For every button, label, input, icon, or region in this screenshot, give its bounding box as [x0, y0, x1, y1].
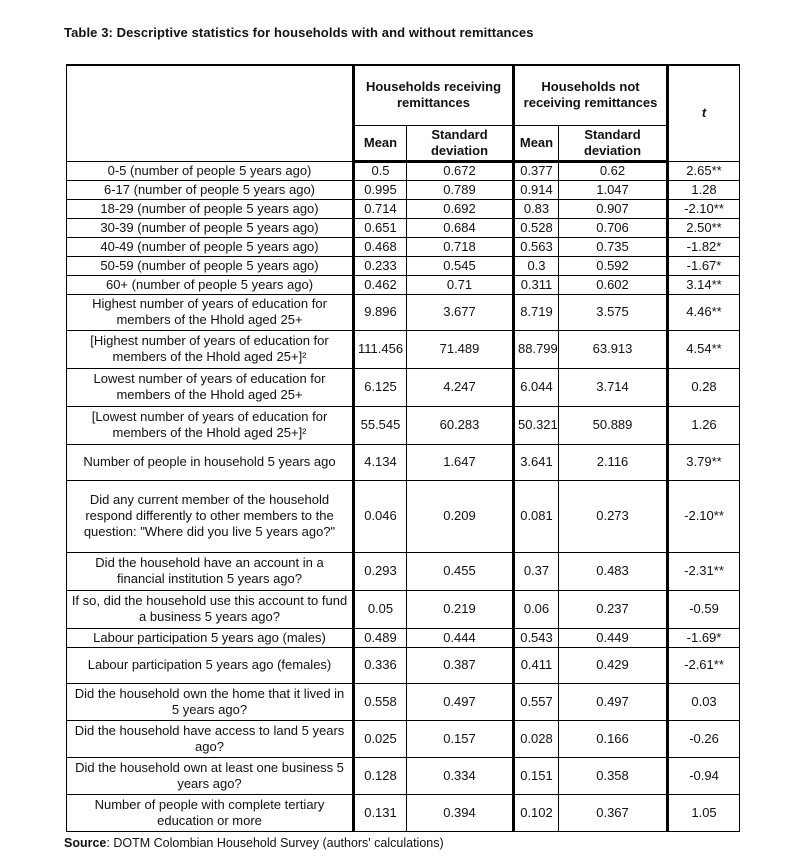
table-row [67, 199, 740, 218]
header-mean-not-receiving: Mean [514, 125, 559, 161]
mean-receiving: 9.896 [354, 294, 407, 330]
row-label: 18-29 (number of people 5 years ago) [67, 199, 354, 218]
mean-receiving: 0.128 [354, 757, 407, 794]
table-row [67, 794, 740, 831]
t-statistic: 0.03 [668, 683, 740, 720]
mean-not-receiving: 0.06 [514, 590, 559, 628]
row-label: Number of people with complete tertiary education or more [67, 794, 354, 831]
sd-receiving: 60.283 [407, 406, 514, 444]
sd-receiving: 0.219 [407, 590, 514, 628]
t-statistic: -2.10** [668, 199, 740, 218]
mean-not-receiving: 8.719 [514, 294, 559, 330]
sd-not-receiving: 0.367 [559, 794, 668, 831]
table-row [67, 480, 740, 552]
sd-receiving: 0.497 [407, 683, 514, 720]
sd-not-receiving: 0.735 [559, 237, 668, 256]
source-note [64, 836, 444, 850]
header-sd-not-receiving: Standard deviation [559, 125, 668, 161]
mean-not-receiving: 3.641 [514, 444, 559, 480]
mean-receiving: 111.456 [354, 330, 407, 368]
t-statistic: 0.28 [668, 368, 740, 406]
t-statistic: 4.54** [668, 330, 740, 368]
sd-not-receiving: 0.237 [559, 590, 668, 628]
t-statistic: 1.26 [668, 406, 740, 444]
sd-receiving: 0.545 [407, 256, 514, 275]
mean-not-receiving: 0.83 [514, 199, 559, 218]
table-row [67, 294, 740, 330]
sd-receiving: 0.684 [407, 218, 514, 237]
sd-receiving: 0.394 [407, 794, 514, 831]
mean-receiving: 55.545 [354, 406, 407, 444]
mean-receiving: 0.462 [354, 275, 407, 294]
t-statistic: 1.28 [668, 180, 740, 199]
row-label: Labour participation 5 years ago (males) [67, 628, 354, 647]
sd-receiving: 0.157 [407, 720, 514, 757]
table-row [67, 330, 740, 368]
t-statistic: -2.31** [668, 552, 740, 590]
sd-not-receiving: 2.116 [559, 444, 668, 480]
table-row [67, 368, 740, 406]
sd-not-receiving: 0.62 [559, 161, 668, 180]
row-label: Did the household own the home that it lived in 5 years ago? [67, 683, 354, 720]
row-label: Lowest number of years of education for members of the Hhold aged 25+ [67, 368, 354, 406]
mean-receiving: 0.995 [354, 180, 407, 199]
sd-receiving: 0.789 [407, 180, 514, 199]
mean-not-receiving: 0.411 [514, 647, 559, 683]
sd-receiving: 0.71 [407, 275, 514, 294]
t-statistic: -0.94 [668, 757, 740, 794]
row-label: 30-39 (number of people 5 years ago) [67, 218, 354, 237]
mean-receiving: 0.714 [354, 199, 407, 218]
mean-receiving: 0.558 [354, 683, 407, 720]
mean-not-receiving: 0.543 [514, 628, 559, 647]
sd-not-receiving: 0.497 [559, 683, 668, 720]
row-label: Labour participation 5 years ago (females) [67, 647, 354, 683]
sd-receiving: 0.444 [407, 628, 514, 647]
table-row [67, 590, 740, 628]
row-label: Highest number of years of education for members of the Hhold aged 25+ [67, 294, 354, 330]
t-statistic: 2.50** [668, 218, 740, 237]
table-row [67, 720, 740, 757]
mean-receiving: 0.233 [354, 256, 407, 275]
table-row [67, 628, 740, 647]
mean-not-receiving: 0.377 [514, 161, 559, 180]
row-label: Did the household have an account in a financial institution 5 years ago? [67, 552, 354, 590]
mean-receiving: 4.134 [354, 444, 407, 480]
t-statistic: 4.46** [668, 294, 740, 330]
t-statistic: -2.61** [668, 647, 740, 683]
mean-not-receiving: 0.557 [514, 683, 559, 720]
mean-not-receiving: 0.151 [514, 757, 559, 794]
sd-not-receiving: 0.273 [559, 480, 668, 552]
header-t-stat: t [668, 65, 740, 161]
table-row [67, 683, 740, 720]
row-label: 0-5 (number of people 5 years ago) [67, 161, 354, 180]
sd-not-receiving: 0.907 [559, 199, 668, 218]
table-row [67, 256, 740, 275]
mean-receiving: 0.336 [354, 647, 407, 683]
row-label: Did any current member of the household respond differently to other members to the question: "Where did you live 5 years ago?" [67, 480, 354, 552]
sd-not-receiving: 0.358 [559, 757, 668, 794]
header-group-not-receiving: Households not receiving remittances [514, 65, 668, 125]
sd-not-receiving: 0.592 [559, 256, 668, 275]
sd-not-receiving: 1.047 [559, 180, 668, 199]
t-statistic: -1.67* [668, 256, 740, 275]
sd-receiving: 0.672 [407, 161, 514, 180]
t-statistic: -2.10** [668, 480, 740, 552]
sd-not-receiving: 0.166 [559, 720, 668, 757]
mean-not-receiving: 0.081 [514, 480, 559, 552]
sd-receiving: 1.647 [407, 444, 514, 480]
mean-receiving: 0.05 [354, 590, 407, 628]
table-row [67, 218, 740, 237]
mean-not-receiving: 0.311 [514, 275, 559, 294]
mean-receiving: 0.025 [354, 720, 407, 757]
t-statistic: 3.14** [668, 275, 740, 294]
sd-receiving: 0.455 [407, 552, 514, 590]
mean-not-receiving: 88.799 [514, 330, 559, 368]
mean-receiving: 0.131 [354, 794, 407, 831]
table-row [67, 552, 740, 590]
mean-not-receiving: 0.028 [514, 720, 559, 757]
sd-not-receiving: 63.913 [559, 330, 668, 368]
mean-not-receiving: 6.044 [514, 368, 559, 406]
sd-not-receiving: 3.714 [559, 368, 668, 406]
table-row [67, 444, 740, 480]
sd-receiving: 4.247 [407, 368, 514, 406]
t-statistic: 3.79** [668, 444, 740, 480]
table-row [67, 161, 740, 180]
mean-not-receiving: 0.563 [514, 237, 559, 256]
sd-not-receiving: 0.706 [559, 218, 668, 237]
sd-receiving: 0.387 [407, 647, 514, 683]
table-row [67, 647, 740, 683]
row-label: Did the household have access to land 5 years ago? [67, 720, 354, 757]
mean-receiving: 0.5 [354, 161, 407, 180]
row-label: [Highest number of years of education for members of the Hhold aged 25+]² [67, 330, 354, 368]
table-row [67, 275, 740, 294]
header-mean-receiving: Mean [354, 125, 407, 161]
table-row [67, 180, 740, 199]
t-statistic: -0.59 [668, 590, 740, 628]
mean-receiving: 0.651 [354, 218, 407, 237]
sd-receiving: 0.718 [407, 237, 514, 256]
sd-receiving: 3.677 [407, 294, 514, 330]
t-statistic: 1.05 [668, 794, 740, 831]
sd-not-receiving: 0.449 [559, 628, 668, 647]
descriptive-statistics-table [66, 64, 740, 832]
row-label: Number of people in household 5 years ago [67, 444, 354, 480]
table-title: Table 3: Descriptive statistics for households with and without remittances [64, 25, 534, 40]
mean-receiving: 0.046 [354, 480, 407, 552]
sd-not-receiving: 50.889 [559, 406, 668, 444]
table-row [67, 406, 740, 444]
header-sd-receiving: Standard deviation [407, 125, 514, 161]
sd-receiving: 71.489 [407, 330, 514, 368]
row-label: 40-49 (number of people 5 years ago) [67, 237, 354, 256]
source-text: : DOTM Colombian Household Survey (authors' calculations) [106, 836, 444, 850]
sd-receiving: 0.692 [407, 199, 514, 218]
mean-not-receiving: 0.528 [514, 218, 559, 237]
mean-not-receiving: 0.37 [514, 552, 559, 590]
mean-receiving: 0.489 [354, 628, 407, 647]
t-statistic: -1.82* [668, 237, 740, 256]
source-label: Source [64, 836, 107, 850]
row-label: Did the household own at least one business 5 years ago? [67, 757, 354, 794]
mean-receiving: 0.293 [354, 552, 407, 590]
table-row [67, 237, 740, 256]
row-label: 6-17 (number of people 5 years ago) [67, 180, 354, 199]
t-statistic: -0.26 [668, 720, 740, 757]
mean-not-receiving: 0.102 [514, 794, 559, 831]
sd-not-receiving: 0.602 [559, 275, 668, 294]
mean-not-receiving: 50.321 [514, 406, 559, 444]
sd-not-receiving: 0.429 [559, 647, 668, 683]
mean-receiving: 6.125 [354, 368, 407, 406]
sd-not-receiving: 0.483 [559, 552, 668, 590]
sd-not-receiving: 3.575 [559, 294, 668, 330]
sd-receiving: 0.209 [407, 480, 514, 552]
mean-receiving: 0.468 [354, 237, 407, 256]
row-label: 50-59 (number of people 5 years ago) [67, 256, 354, 275]
mean-not-receiving: 0.914 [514, 180, 559, 199]
row-label: [Lowest number of years of education for members of the Hhold aged 25+]² [67, 406, 354, 444]
row-label: 60+ (number of people 5 years ago) [67, 275, 354, 294]
sd-receiving: 0.334 [407, 757, 514, 794]
header-empty-cell [67, 65, 354, 161]
table-row [67, 757, 740, 794]
header-group-receiving: Households receiving remittances [354, 65, 514, 125]
t-statistic: 2.65** [668, 161, 740, 180]
mean-not-receiving: 0.3 [514, 256, 559, 275]
row-label: If so, did the household use this account to fund a business 5 years ago? [67, 590, 354, 628]
t-statistic: -1.69* [668, 628, 740, 647]
